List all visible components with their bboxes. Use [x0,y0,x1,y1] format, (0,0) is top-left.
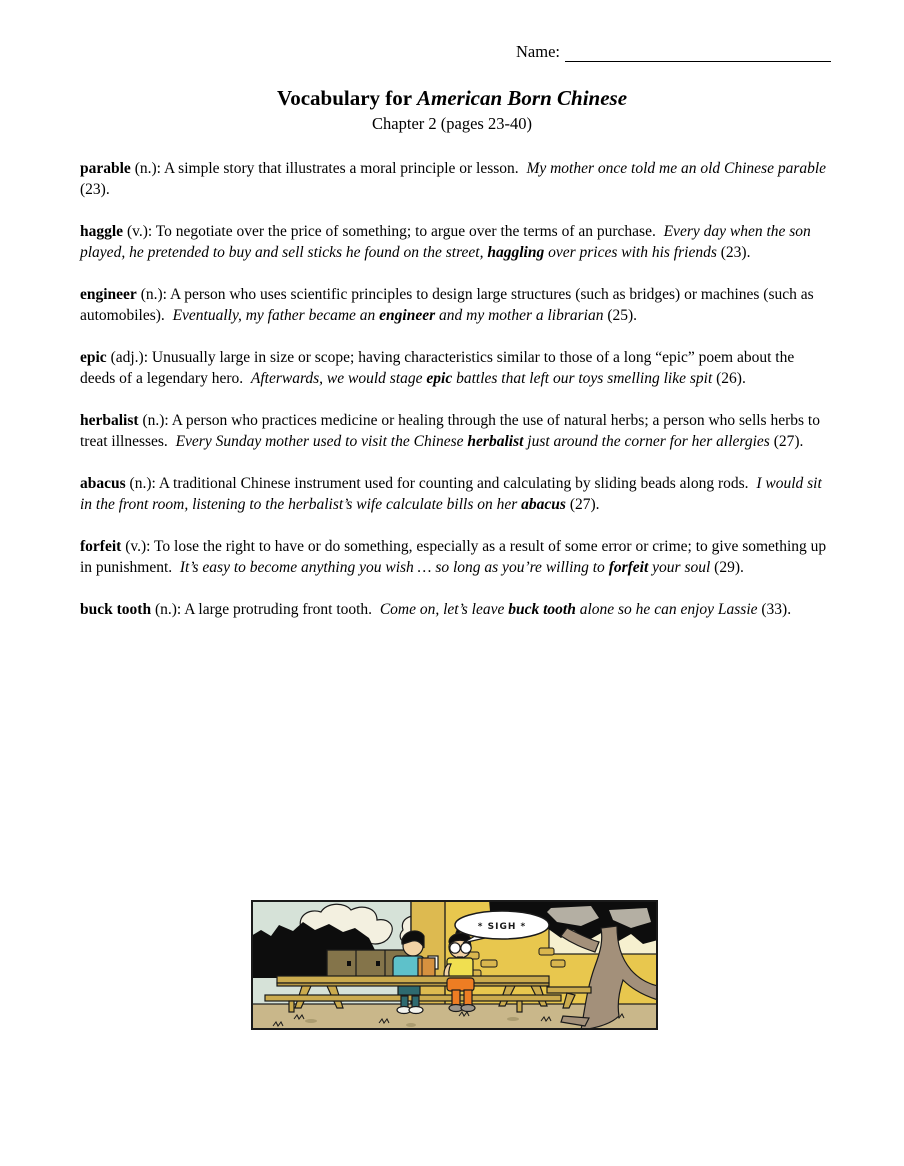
definition-text: Unusually large in size or scope; having characteristics similar to those of a long “epic” poem about the deeds of a legendary hero. [80,349,795,387]
speech-text: * SIGH * [477,922,527,932]
part-of-speech: (adj.): [106,349,152,366]
example-sentence: Afterwards, we would stage epic battles that left our toys smelling like spit (26). [250,370,746,387]
comic-panel-image [251,900,658,1030]
vocab-entry [80,221,832,263]
example-sentence: It’s easy to become anything you wish … so long as you’re willing to forfeit your soul (29). [179,559,744,576]
vocab-term: abacus [80,475,126,492]
definition-text: A large protruding front tooth. [184,601,373,618]
vocab-term: buck tooth [80,601,152,618]
title-prefix: Vocabulary for [276,86,417,110]
vocab-entry [80,536,832,578]
definition-text: To negotiate over the price of something; to argue over the terms of an purchase. [155,223,656,240]
definition-text: A person who uses scientific principles to design large structures (such as bridges) or machines (such as automobiles). [80,286,814,324]
vocab-term: parable [80,160,131,177]
vocab-entry [80,158,832,200]
vocab-entry [80,284,832,326]
vocab-entry [80,410,832,452]
comic-panel [251,900,658,1030]
example-sentence: I would sit in the front room, listening to the herbalist’s wife calculate bills on her abacus (27). [80,475,822,513]
definition-text: A traditional Chinese instrument used for counting and calculating by sliding beads along rods. [158,475,749,492]
definition-text: A simple story that illustrates a moral principle or lesson. [163,160,519,177]
example-sentence: Come on, let’s leave buck tooth alone so he can enjoy Lassie (33). [379,601,792,618]
part-of-speech: (n.): [136,286,170,303]
part-of-speech: (v.): [123,223,156,240]
page-subtitle: Chapter 2 (pages 23-40) [372,114,532,133]
vocab-entry [80,347,832,389]
vocab-term: herbalist [80,412,139,429]
part-of-speech: (n.): [125,475,159,492]
part-of-speech: (n.): [138,412,172,429]
name-blank-line[interactable] [565,46,831,62]
vocab-term: engineer [80,286,137,303]
example-sentence: Every Sunday mother used to visit the Chinese herbalist just around the corner for her allergies (27). [175,433,804,450]
vocab-term: epic [80,349,107,366]
vocab-list [80,158,832,641]
example-sentence: Eventually, my father became an engineer and my mother a librarian (25). [172,307,638,324]
definition-text: To lose the right to have or do something, especially as a result of some error or crime; to give something up in punishment. [80,538,827,576]
page-title [0,86,904,111]
paper-bag [418,958,435,977]
example-sentence: My mother once told me an old Chinese parable (23). [80,160,827,198]
definition-text: A person who practices medicine or healing through the use of natural herbs; a person who sells herbs to treat illnesses. [80,412,820,450]
vocab-entry [80,473,832,515]
vocab-entry [80,599,832,620]
name-label: Name: [516,42,560,61]
name-row [516,42,831,62]
part-of-speech: (v.): [121,538,155,555]
vocab-term: forfeit [80,538,122,555]
book-title: American Born Chinese [416,86,628,110]
example-sentence: Every day when the son played, he pretended to buy and sell sticks he found on the street, haggling over prices with his friends (23). [80,223,811,261]
part-of-speech: (n.): [130,160,164,177]
part-of-speech: (n.): [151,601,185,618]
vocab-term: haggle [80,223,124,240]
